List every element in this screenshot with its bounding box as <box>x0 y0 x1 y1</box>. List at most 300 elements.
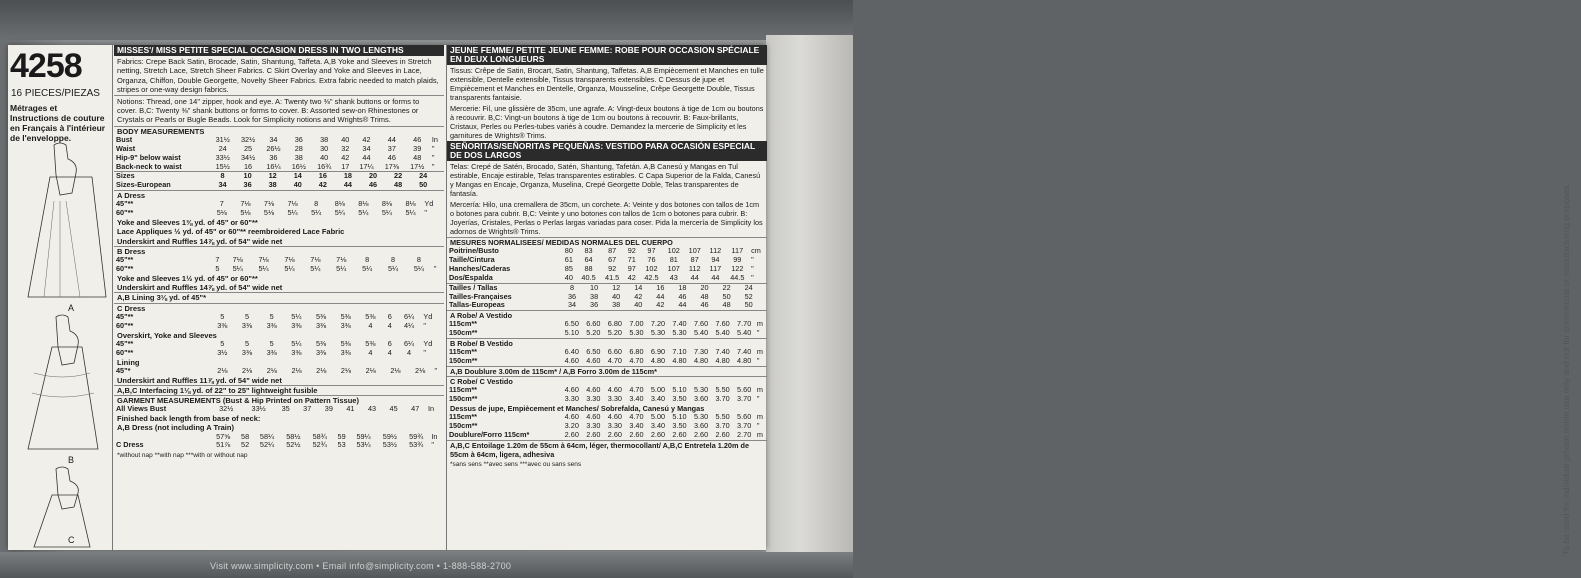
french-header: JEUNE FEMME/ PETITE JEUNE FEMME: ROBE POUR OCCASION SPÉCIALE EN DEUX LONGUEURS <box>447 45 767 65</box>
table-cell: 5⅜ <box>365 338 376 348</box>
table-cell: 58¾ <box>312 431 327 441</box>
table-cell: 5¼ <box>336 264 347 273</box>
table-cell: 3.60 <box>693 420 709 430</box>
unit-cell: " <box>756 420 760 430</box>
table-cell: 20 <box>368 171 378 181</box>
table-cell: 34 <box>218 180 227 190</box>
table-cell: 5¼ <box>334 208 345 218</box>
table-cell: 40 <box>612 291 621 301</box>
merceria-text: Mercería: Hilo, una cremallera de 35cm, un corchete. A: Veinte y dos botones con tallos de 1cm o botones para cubrir. B,C: Veinte y uno botones con tallos de 1cm o botones para cubrir. B: Joyerías, Cristales, Perlas o Perlas largas variadas para coser. Pida la mercería de Simplicity los adornos de Wrights® Trims. <box>450 200 763 236</box>
table-cell: 57⅝ <box>216 431 231 441</box>
table-cell: 5.40 <box>715 328 730 338</box>
table-cell: 44 <box>678 300 687 310</box>
table-cell: 5⅜ <box>340 338 351 348</box>
table-cell: 5 <box>269 311 274 321</box>
table-cell: 6.40 <box>564 347 579 357</box>
table-cell: 2.60 <box>586 429 601 439</box>
table-cell: 4.60 <box>586 411 601 421</box>
side-note: To be used for individual private home use only and not for commercial or manufacturing purposes. <box>1561 183 1571 555</box>
table-cell: 38 <box>612 300 621 310</box>
table-cell: 50 <box>744 300 753 310</box>
c-underskirt: Underskirt and Ruffles 11⅞ yd. of 54" wide net <box>117 375 282 385</box>
table-cell: 16½ <box>291 161 306 171</box>
table-cell: 42 <box>341 152 350 162</box>
table-cell: 8 <box>220 171 225 181</box>
table-cell: 34 <box>269 134 278 144</box>
table-cell: 6.90 <box>650 347 666 357</box>
table-cell: 42 <box>627 272 636 282</box>
table-cell: 3⅜ <box>241 320 253 330</box>
table-cell: 5⅜ <box>315 311 327 321</box>
row-label: All Views Bust <box>116 404 167 414</box>
table-cell: 14 <box>634 282 643 292</box>
table-cell: 8 <box>391 255 396 265</box>
table-cell: 38 <box>294 152 303 162</box>
table-cell: 36 <box>294 134 303 144</box>
fabrics-text: Fabrics: Crepe Back Satin, Brocade, Satin, Shantung, Taffeta. A,B Yoke and Sleeves in Stretch netting, Stretch Lace, Stretch Sheer Fabrics. C Skirt Overlay and Yoke and Sleeves in Lace, Organza, Chiffon, Double Georgette, Novelty Sheer Fabrics. Extra fabric needed to match plaids, stripes or one-way design fabrics. <box>117 57 439 94</box>
table-cell: 5.30 <box>650 328 666 338</box>
table-cell: 48 <box>722 300 731 310</box>
table-cell: 3⅜ <box>315 320 327 330</box>
table-cell: 5⅜ <box>340 311 351 321</box>
table-cell: 7⅛ <box>284 255 295 265</box>
table-cell: 6.50 <box>564 319 579 329</box>
table-cell: 40 <box>293 180 302 190</box>
table-cell: 5¼ <box>258 264 269 273</box>
table-row <box>114 209 444 218</box>
table-cell: 5⅛ <box>216 208 227 218</box>
view-b-label: B <box>68 455 75 465</box>
table-cell: 16¼ <box>266 161 281 171</box>
table-cell: 4¼ <box>404 320 415 330</box>
table-cell: 5¼ <box>287 208 298 218</box>
table-cell: 18 <box>343 171 352 181</box>
table-cell: 3⅜ <box>340 320 351 330</box>
table-cell: 42 <box>362 134 371 144</box>
table-cell: 5 <box>215 264 220 273</box>
table-cell: 36 <box>269 152 278 162</box>
row-label: 60"** <box>116 347 134 357</box>
unit-cell: m <box>756 319 764 329</box>
table-cell: 44 <box>362 152 371 162</box>
table-cell: 42.5 <box>644 272 659 282</box>
english-header: MISSES'/ MISS PETITE SPECIAL OCCASION DRESS IN TWO LENGTHS <box>114 45 444 56</box>
table-cell: 2.60 <box>629 429 644 439</box>
table-cell: 4.80 <box>737 356 752 366</box>
table-cell: 6.80 <box>607 319 622 329</box>
table-cell: 4.70 <box>629 384 644 394</box>
table-cell: 3⅜ <box>241 347 253 357</box>
table-cell: 5⅛ <box>263 208 275 218</box>
table-row <box>447 247 767 256</box>
table-cell: 6¼ <box>404 311 415 321</box>
table-cell: 47 <box>411 404 420 414</box>
table-cell: 2⅛ <box>217 365 228 375</box>
table-cell: 117 <box>709 263 722 273</box>
table-cell: 4.70 <box>607 356 622 366</box>
table-cell: 58 <box>241 431 250 441</box>
table-cell: 43 <box>669 272 678 282</box>
table-cell: 36 <box>243 180 252 190</box>
notions-text: Notions: Thread, one 14" zipper, hook and eye. A: Twenty two ⅜" shank buttons or forms to cover. B,C: Twenty ⅜" shank buttons or forms to cover. B: Assorted sew-on Rhinestones or Crystals or Pearls or Bugle Beads. Look for Simplicity notions and Wrights® Trims. <box>114 95 444 126</box>
view-c-label: C <box>68 535 75 545</box>
table-cell: 64 <box>584 254 593 264</box>
table-cell: 2⅛ <box>340 365 352 375</box>
table-cell: 3.40 <box>650 393 666 403</box>
table-cell: 34 <box>362 143 371 153</box>
table-cell: 7⅛ <box>287 199 298 209</box>
table-cell: 5.60 <box>737 411 752 421</box>
table-cell: 5.10 <box>564 328 579 338</box>
table-cell: 5.50 <box>715 411 730 421</box>
table-row <box>114 322 444 331</box>
table-cell: 6 <box>387 338 392 348</box>
table-cell: 46 <box>700 300 709 310</box>
table-cell: 5¼ <box>232 264 243 273</box>
all-views-bust-table <box>114 405 444 414</box>
table-row <box>114 181 444 190</box>
body-measurements-title: BODY MEASUREMENTS <box>114 126 444 136</box>
table-cell: 117 <box>731 246 744 255</box>
table-cell: 102 <box>645 263 658 273</box>
table-cell: 7.40 <box>672 319 687 329</box>
table-cell: 87 <box>608 246 617 255</box>
table-cell: 5.20 <box>607 328 622 338</box>
row-label: 115cm** <box>449 411 477 421</box>
row-label: Tallas-Europeas <box>449 300 505 310</box>
table-cell: 67 <box>608 254 617 264</box>
table-cell: 53½ <box>382 440 397 450</box>
row-label: Sizes-European <box>116 180 171 190</box>
table-cell: 5.40 <box>737 328 752 338</box>
table-cell: 3.70 <box>737 393 752 403</box>
table-cell: 3.30 <box>586 420 601 430</box>
table-cell: 51⅞ <box>216 440 231 450</box>
table-cell: 97 <box>647 246 656 255</box>
unit-cell: " <box>751 254 754 264</box>
table-cell: 5¼ <box>413 264 424 273</box>
table-cell: 2⅛ <box>266 365 277 375</box>
table-cell: 5¼ <box>362 264 373 273</box>
unit-cell: " <box>756 356 760 366</box>
table-cell: 88 <box>584 263 593 273</box>
table-cell: 2.60 <box>564 429 579 439</box>
table-cell: 3⅜ <box>291 347 302 357</box>
view-c-illustration <box>14 465 106 550</box>
row-label: Bust <box>116 134 133 144</box>
table-cell: 3⅜ <box>266 320 277 330</box>
table-cell: 7 <box>215 255 220 265</box>
table-cell: 40 <box>564 272 573 282</box>
table-cell: 10 <box>243 171 252 181</box>
table-cell: 38 <box>320 134 329 144</box>
table-cell: 5 <box>220 338 225 348</box>
unit-cell: " <box>756 393 760 403</box>
row-label: 115cm** <box>449 319 477 329</box>
metric-c-lining-table <box>447 431 767 440</box>
table-cell: 4 <box>387 347 392 357</box>
table-cell: 4.80 <box>715 356 730 366</box>
table-cell: 46 <box>678 291 687 301</box>
table-cell: 94 <box>711 254 720 264</box>
table-cell: 5 <box>220 311 225 321</box>
sizes-table <box>114 171 444 190</box>
table-cell: 99 <box>733 254 742 264</box>
table-cell: 6.60 <box>607 347 622 357</box>
table-cell: 2.60 <box>693 429 709 439</box>
table-cell: 5 <box>244 338 250 348</box>
table-row <box>114 265 444 274</box>
table-cell: 5.30 <box>693 384 709 394</box>
table-cell: 5.50 <box>715 384 730 394</box>
unit-cell: In <box>431 134 438 144</box>
table-cell: 42 <box>634 291 643 301</box>
table-cell: 5⅛ <box>240 208 251 218</box>
row-label: 60"** <box>116 208 134 218</box>
table-cell: 7⅛ <box>263 199 275 209</box>
table-cell: 2.60 <box>715 429 730 439</box>
metric-c-title: C Robe/ C Vestido <box>447 376 767 386</box>
table-cell: 40 <box>634 300 643 310</box>
table-cell: 12 <box>612 282 621 292</box>
table-cell: 5.30 <box>693 411 709 421</box>
table-cell: 44.5 <box>730 272 745 282</box>
table-cell: 52¼ <box>259 440 275 450</box>
table-cell: 5¼ <box>387 264 399 273</box>
envelope-flap <box>766 35 1571 555</box>
table-cell: 16 <box>318 171 327 181</box>
table-cell: 17½ <box>410 161 425 171</box>
pattern-envelope-back <box>8 45 766 550</box>
table-cell: 7.30 <box>693 347 709 357</box>
unit-cell: m <box>756 384 764 394</box>
table-cell: 46 <box>368 180 378 190</box>
table-row <box>114 163 444 172</box>
table-cell: 52 <box>241 440 250 450</box>
table-cell: 7⅛ <box>240 199 251 209</box>
table-cell: 48 <box>700 291 709 301</box>
table-cell: 87 <box>690 254 699 264</box>
table-cell: 83 <box>584 246 593 255</box>
table-cell: 4 <box>368 347 373 357</box>
unit-cell: " <box>756 328 760 338</box>
table-row <box>447 395 767 404</box>
table-cell: 38 <box>590 291 599 301</box>
english-yardage <box>114 45 444 550</box>
unit-cell: " <box>433 264 437 273</box>
table-cell: 52¾ <box>312 440 327 450</box>
table-cell: 33½ <box>251 404 266 414</box>
table-cell: 112 <box>709 246 722 255</box>
table-cell: 2⅛ <box>365 365 376 375</box>
table-row <box>114 367 444 376</box>
table-cell: 16 <box>244 161 253 171</box>
table-cell: 7.70 <box>737 319 752 329</box>
table-cell: 7.10 <box>672 347 687 357</box>
table-row <box>447 301 767 310</box>
table-cell: 40 <box>320 152 329 162</box>
row-label: 45"* <box>116 365 131 375</box>
table-cell: 5.40 <box>693 328 709 338</box>
table-cell: 24 <box>419 171 428 181</box>
table-cell: 16¾ <box>317 161 332 171</box>
table-cell: 44 <box>343 180 352 190</box>
table-cell: 92 <box>627 246 636 255</box>
table-cell: 59¼ <box>356 431 371 441</box>
table-cell: 20 <box>700 282 709 292</box>
unit-cell: " <box>431 161 435 171</box>
table-cell: 48 <box>394 180 403 190</box>
table-cell: 7.60 <box>693 319 709 329</box>
row-label: Waist <box>116 143 136 153</box>
tissus-text: Tissus: Crêpe de Satin, Brocart, Satin, Shantung, Taffetas. A,B Empiècement et Manches en tulle extensible, Dentelle extensible, Tissus transparents extensibles. C Dessus de jupe et Empiècement et Manches en Dentelle, Organza, Mousseline, Crêpe Georgette Double, Tissus transparents fantaisie. <box>450 66 764 102</box>
table-cell: 122 <box>731 263 744 273</box>
table-cell: 3.70 <box>715 393 730 403</box>
table-cell: 53¾ <box>409 440 424 450</box>
metric-b-table <box>447 348 767 366</box>
mercerie-text: Mercerie: Fil, une glissière de 35cm, une agrafe. A: Vingt-deux boutons à tige de 1cm ou boutons à recouvrir. B,C: Vingt-un boutons à tige de 1cm ou boutons à recouvrir. B: Faux-brillants, Cristaux, Perles ou Perles-tubes variés à coudre. Demandez la mercerie de Simplicity et les garnitures de Wrights® Trims. <box>450 104 764 140</box>
unit-cell: Yd <box>424 199 434 209</box>
table-cell: 34½ <box>240 152 256 162</box>
metric-c-overskirt-table <box>447 413 767 431</box>
view-a-label: A <box>68 303 75 313</box>
table-cell: 46 <box>387 152 396 162</box>
a-note-1: Yoke and Sleeves 1⅜ yd. of 45" or 60"** <box>117 218 258 228</box>
unit-cell: " <box>423 347 427 357</box>
table-cell: 12 <box>268 171 277 181</box>
table-cell: 44 <box>387 134 396 144</box>
table-cell: 7.40 <box>715 347 730 357</box>
table-cell: 2⅛ <box>291 365 302 375</box>
row-label: 45"** <box>116 311 134 321</box>
table-row <box>114 441 444 450</box>
table-cell: 8⅛ <box>381 199 393 209</box>
table-cell: 31½ <box>215 134 230 144</box>
unit-cell: m <box>756 411 764 421</box>
table-cell: 5¼ <box>311 208 322 218</box>
table-cell: 3.30 <box>586 393 601 403</box>
body-measurements-table <box>114 136 444 172</box>
table-cell: 3.70 <box>737 420 752 430</box>
view-b-illustration <box>14 313 106 453</box>
table-cell: 8 <box>365 255 370 265</box>
table-cell: 80 <box>564 246 573 255</box>
table-cell: 4.70 <box>629 356 644 366</box>
table-cell: 85 <box>564 263 573 273</box>
table-cell: 50 <box>419 180 428 190</box>
table-cell: 5 <box>244 311 250 321</box>
row-label: Doublure/Forro 115cm* <box>449 429 530 439</box>
table-cell: 4.60 <box>564 384 579 394</box>
table-cell: 3.20 <box>564 420 579 430</box>
table-cell: 32½ <box>240 134 256 144</box>
table-cell: 7⅛ <box>310 255 321 265</box>
table-cell: 10 <box>590 282 599 292</box>
c-dress-table <box>114 313 444 331</box>
table-cell: 44 <box>711 272 720 282</box>
table-cell: 44 <box>690 272 699 282</box>
table-cell: 37 <box>303 404 312 414</box>
table-cell: 5.30 <box>629 328 644 338</box>
table-cell: 3½ <box>217 347 228 357</box>
table-cell: 6¼ <box>404 338 415 348</box>
row-label: 150cm** <box>449 420 478 430</box>
table-cell: 40 <box>341 134 350 144</box>
table-cell: 3.30 <box>607 393 622 403</box>
table-cell: 5⅜ <box>365 311 376 321</box>
table-cell: 5.30 <box>672 328 687 338</box>
c-lining-table <box>114 367 444 376</box>
spanish-header: SEÑORITAS/SEÑORITAS PEQUEÑAS: VESTIDO PARA OCASIÓN ESPECIAL DE DOS LARGOS <box>447 141 767 161</box>
unit-cell: " <box>434 365 438 375</box>
table-row <box>447 274 767 283</box>
table-cell: 5.20 <box>586 328 601 338</box>
a-dress-title: A Dress <box>114 190 444 200</box>
table-cell: 97 <box>627 263 636 273</box>
table-cell: 26½ <box>266 143 281 153</box>
row-label: Tailles-Françaises <box>449 291 512 301</box>
table-cell: 4.60 <box>586 384 601 394</box>
telas-text: Telas: Crepé de Satén, Brocado, Satén, Shantung, Tafetán. A,B Canesú y Mangas en Tul estirable, Encaje estirable, Telas transparentes estirables. C Capa Superior de la Falda, Canesú y Mangas en Encaje, Organza, Muselina, Crepé Georgette Doble, Telas transparentes de fantasía. <box>450 162 761 198</box>
table-cell: 46 <box>413 134 422 144</box>
table-cell: 48 <box>413 152 422 162</box>
table-cell: 37 <box>387 143 396 153</box>
table-cell: 5.10 <box>672 411 687 421</box>
metric-b-title: B Robe/ B Vestido <box>447 338 767 348</box>
metric-footnote: *sans sens **avec sens ***avec ou sans sens <box>450 460 582 468</box>
row-label: 150cm** <box>449 328 478 338</box>
table-cell: 5.00 <box>650 384 666 394</box>
table-cell: 4.60 <box>564 411 579 421</box>
table-cell: 5.10 <box>672 384 687 394</box>
row-label: C Dress <box>116 440 144 450</box>
table-cell: 33½ <box>215 152 230 162</box>
table-cell: 39 <box>413 143 422 153</box>
table-cell: 5¼ <box>284 264 295 273</box>
table-cell: 4.80 <box>693 356 709 366</box>
b-note-1: Yoke and Sleeves 1½ yd. of 45" or 60"** <box>117 273 258 283</box>
table-cell: 4.60 <box>586 356 601 366</box>
table-cell: 7⅛ <box>232 255 243 265</box>
table-cell: 81 <box>669 254 678 264</box>
row-label: Hip-9" below waist <box>116 152 181 162</box>
table-cell: 5.60 <box>737 384 752 394</box>
metric-a-table <box>447 320 767 338</box>
table-cell: 6.50 <box>586 347 601 357</box>
table-cell: 32½ <box>219 404 234 414</box>
row-label: 45"** <box>116 338 134 348</box>
row-label: Back-neck to waist <box>116 161 182 171</box>
table-cell: 59 <box>337 431 346 441</box>
metric-sizes-table <box>447 283 767 311</box>
table-cell: 4.60 <box>607 384 622 394</box>
table-cell: 4.60 <box>607 411 622 421</box>
metric-title: MESURES NORMALISEES/ MEDIDAS NORMALES DEL CUERPO <box>447 237 767 247</box>
table-cell: 7.60 <box>715 319 730 329</box>
dress-length-table <box>114 433 444 451</box>
c-lining-title: Lining <box>117 357 140 367</box>
a-dress-table <box>114 200 444 218</box>
metric-body-table <box>447 247 767 283</box>
table-cell: 52 <box>744 291 753 301</box>
table-cell: 41.5 <box>605 272 620 282</box>
unit-cell: " <box>431 143 435 153</box>
table-cell: 35 <box>281 404 290 414</box>
table-cell: 24 <box>218 143 227 153</box>
finished-length: Finished back length from base of neck: <box>117 414 261 424</box>
row-label: Dos/Espalda <box>449 272 493 282</box>
table-row <box>114 340 444 349</box>
